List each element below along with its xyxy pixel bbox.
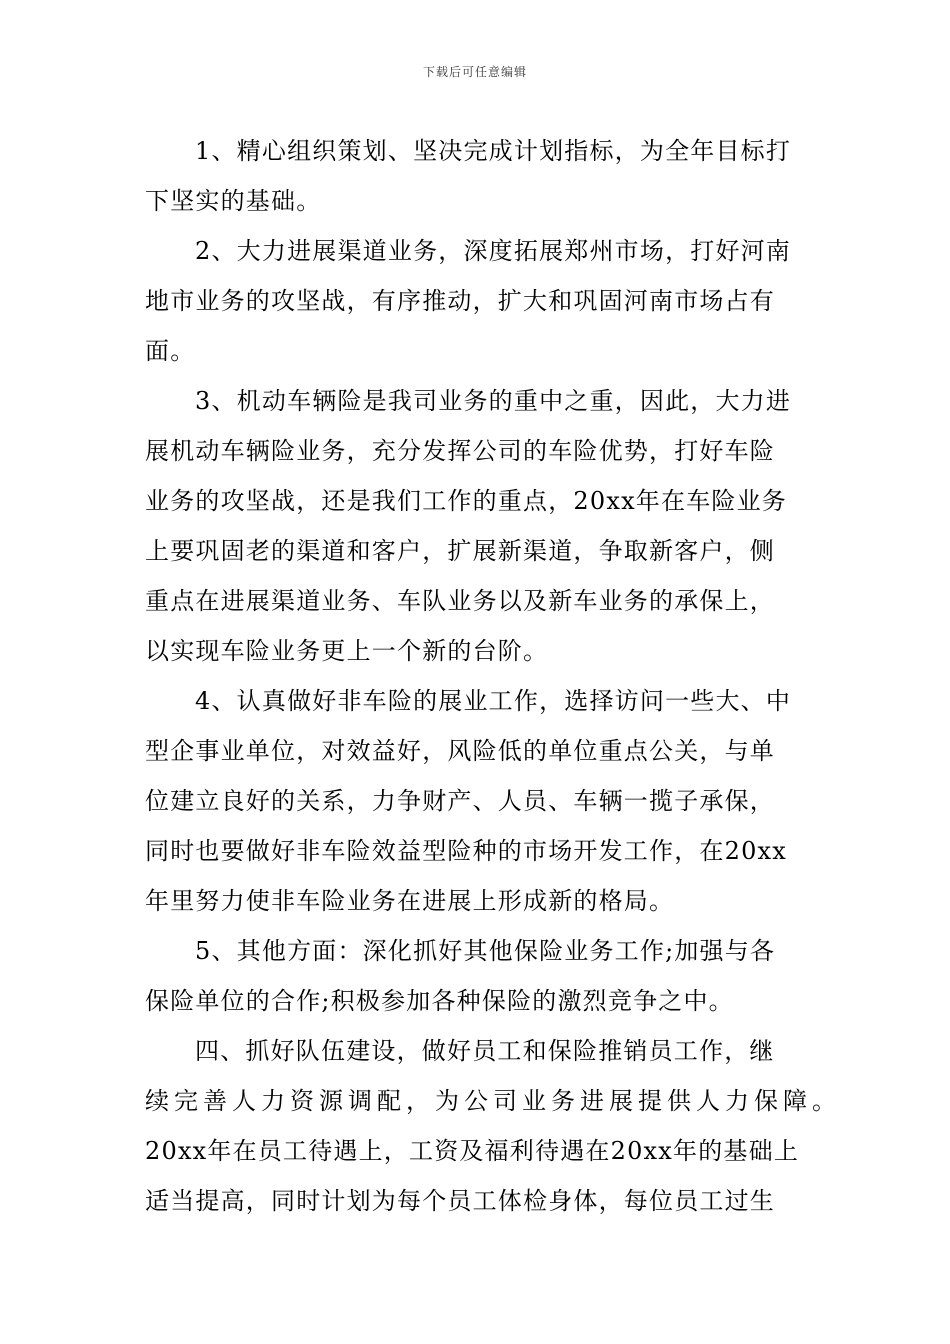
paragraph-2-line-3: 面。 [145,337,196,365]
paragraph-6-line-2: 续完善人力资源调配，为公司业务进展提供人力保障。 [145,1087,841,1115]
paragraph-2-line-2: 地市业务的攻坚战，有序推动，扩大和巩固河南市场占有 [145,287,775,315]
paragraph-1-line-1: 1、精心组织策划、坚决完成计划指标，为全年目标打 [195,137,792,165]
paragraph-3-line-6: 以实现车险业务更上一个新的台阶。 [145,637,549,665]
paragraph-4-line-2: 型企事业单位，对效益好，风险低的单位重点公关，与单 [145,737,775,765]
paragraph-3-line-2: 展机动车辆险业务，充分发挥公司的车险优势，打好车险 [145,437,775,465]
paragraph-1-line-2: 下坚实的基础。 [145,187,322,215]
paragraph-3-line-3: 业务的攻坚战，还是我们工作的重点，20xx年在车险业务 [145,487,788,515]
paragraph-5-line-2: 保险单位的合作;积极参加各种保险的激烈竞争之中。 [145,987,734,1015]
paragraph-4-line-3: 位建立良好的关系，力争财产、人员、车辆一揽子承保， [145,787,775,815]
paragraph-4-line-1: 4、认真做好非车险的展业工作，选择访问一些大、中 [195,687,792,715]
paragraph-3-line-5: 重点在进展渠道业务、车队业务以及新车业务的承保上， [145,587,775,615]
paragraph-4-line-4: 同时也要做好非车险效益型险种的市场开发工作，在20xx [145,837,788,865]
paragraph-6-line-4: 适当提高，同时计划为每个员工体检身体，每位员工过生 [145,1187,775,1215]
paragraph-5-line-1: 5、其他方面：深化抓好其他保险业务工作;加强与各 [195,937,776,965]
paragraph-3-line-1: 3、机动车辆险是我司业务的重中之重，因此，大力进 [195,387,792,415]
page-header: 下载后可任意编辑 [422,65,527,79]
paragraph-4-line-5: 年里努力使非车险业务在进展上形成新的格局。 [145,887,675,915]
paragraph-6-line-1: 四、抓好队伍建设，做好员工和保险推销员工作，继 [195,1037,775,1065]
document-body [145,126,841,1226]
paragraph-2-line-1: 2、大力进展渠道业务，深度拓展郑州市场，打好河南 [195,237,792,265]
paragraph-3-line-4: 上要巩固老的渠道和客户，扩展新渠道，争取新客户，侧 [145,537,775,565]
paragraph-6-line-3: 20xx年在员工待遇上，工资及福利待遇在20xx年的基础上 [145,1137,800,1165]
